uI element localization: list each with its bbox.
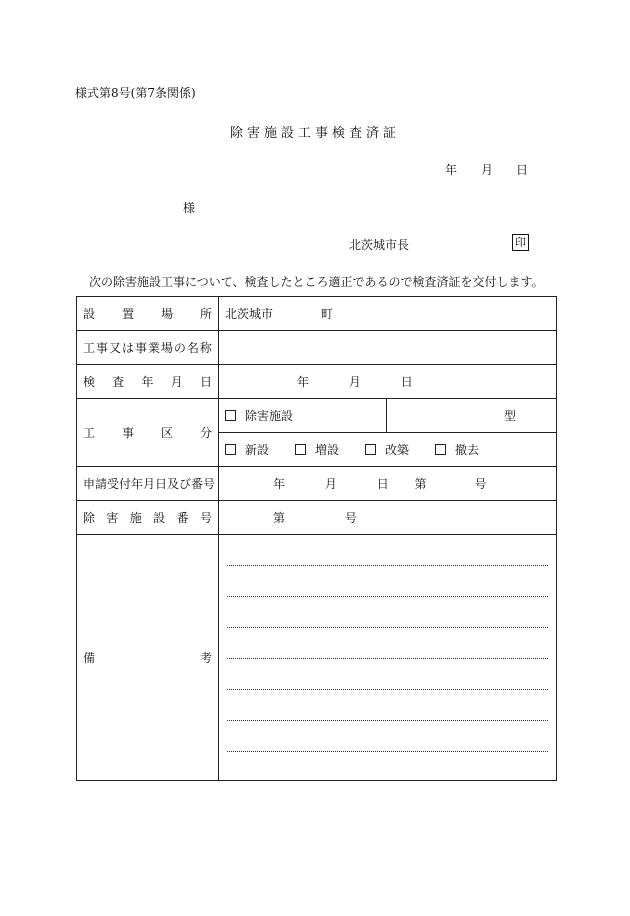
- label-char: 場: [160, 307, 173, 321]
- option-new[interactable]: [225, 441, 295, 458]
- remarks-line: [227, 690, 548, 721]
- value-remarks[interactable]: [219, 535, 557, 781]
- row-location: [77, 297, 557, 331]
- label-char: は: [121, 341, 134, 355]
- checkbox-new[interactable]: [225, 444, 236, 455]
- row-facility-number: [77, 501, 557, 535]
- spread-label: [77, 373, 218, 390]
- issue-date-month: 月: [481, 163, 494, 177]
- model-suffix: 型: [503, 409, 516, 423]
- remarks-line: [227, 721, 548, 752]
- value-location[interactable]: [219, 297, 557, 331]
- label-char: 場: [160, 341, 173, 355]
- application-label: 申請受付年月日及び番号: [83, 477, 216, 491]
- label-char: 施: [129, 511, 142, 525]
- label-char: 検: [83, 375, 96, 389]
- label-char: 番: [176, 511, 189, 525]
- location-prefix: 北茨城市: [225, 307, 274, 321]
- value-facility-number[interactable]: [219, 501, 557, 535]
- facility-no-prefix: 第: [273, 511, 286, 525]
- issue-date-year: 年: [445, 163, 458, 177]
- statement-text: 次の除害施設工事について、検査したところ適正であるので検査済証を交付します。: [89, 275, 544, 289]
- option-expansion[interactable]: [295, 441, 365, 458]
- label-char: 称: [199, 341, 212, 355]
- label-char: 業: [147, 341, 160, 355]
- remarks-line: [227, 566, 548, 597]
- label-char: 号: [199, 511, 212, 525]
- value-project-name[interactable]: [219, 331, 557, 365]
- issuer-name: 北茨城市長: [349, 238, 410, 252]
- facility-label: 除害施設: [245, 409, 294, 423]
- inspection-day: 日: [400, 375, 413, 389]
- label-char: 置: [121, 307, 134, 321]
- remarks-line: [227, 597, 548, 628]
- model-field[interactable]: [387, 407, 556, 424]
- label-char: 名: [186, 341, 199, 355]
- label-char: 分: [199, 426, 212, 440]
- label-char: 考: [199, 651, 212, 665]
- remarks-line: [227, 535, 548, 566]
- value-inspection-date[interactable]: [219, 365, 557, 399]
- row-work-type: [77, 399, 557, 467]
- location-suffix: 町: [320, 307, 333, 321]
- label-work-type: [77, 399, 219, 467]
- checkbox-rebuild[interactable]: [365, 444, 376, 455]
- label-char: 工: [83, 341, 96, 355]
- label-char: 害: [106, 511, 119, 525]
- label-location: [77, 297, 219, 331]
- checkbox-expansion[interactable]: [295, 444, 306, 455]
- label-char: 除: [83, 511, 96, 525]
- spread-label: [77, 339, 218, 356]
- checkbox-removal[interactable]: [435, 444, 446, 455]
- certificate-table: [76, 296, 557, 781]
- option-rebuild[interactable]: [365, 441, 435, 458]
- checkbox-facility[interactable]: [225, 410, 236, 421]
- label-char: 年: [141, 375, 154, 389]
- row-application: [77, 467, 557, 501]
- spread-label: [77, 305, 218, 322]
- option-label: 改築: [385, 443, 410, 457]
- remarks-line: [227, 628, 548, 659]
- inspection-year: 年: [297, 375, 310, 389]
- document-title: 除害施設工事検査済証: [229, 126, 400, 141]
- facility-option[interactable]: [219, 399, 387, 432]
- label-remarks: [77, 535, 219, 781]
- application-no-suffix: 号: [474, 477, 487, 491]
- row-project-name: [77, 331, 557, 365]
- spread-label: [77, 424, 218, 441]
- label-char: 査: [112, 375, 125, 389]
- label-char: 又: [108, 341, 121, 355]
- application-month: 月: [324, 477, 337, 491]
- addressee-honorific: 様: [183, 201, 196, 215]
- label-char: 事: [134, 341, 147, 355]
- seal-mark: 印: [512, 234, 529, 251]
- issue-date-day: 日: [516, 163, 529, 177]
- value-work-type: [219, 399, 557, 467]
- value-application[interactable]: [219, 467, 557, 501]
- label-application: [77, 467, 219, 501]
- label-inspection-date: [77, 365, 219, 399]
- label-project-name: [77, 331, 219, 365]
- label-char: 日: [199, 375, 212, 389]
- label-char: 備: [83, 651, 96, 665]
- label-char: 事: [95, 341, 108, 355]
- label-char: 工: [83, 426, 96, 440]
- work-type-options-row: [219, 433, 556, 466]
- option-removal[interactable]: [435, 441, 505, 458]
- row-inspection-date: [77, 365, 557, 399]
- label-char: 区: [160, 426, 173, 440]
- application-no-prefix: 第: [414, 477, 427, 491]
- label-char: の: [173, 341, 186, 355]
- form-number: 様式第8号(第7条関係): [75, 86, 196, 100]
- row-remarks: [77, 535, 557, 781]
- work-type-facility-row: [219, 399, 556, 433]
- option-label: 新設: [245, 443, 270, 457]
- label-char: 事: [121, 426, 134, 440]
- label-char: 所: [199, 307, 212, 321]
- option-label: 増設: [315, 443, 340, 457]
- option-label: 撤去: [455, 443, 480, 457]
- spread-label: [77, 509, 218, 526]
- application-day: 日: [376, 477, 389, 491]
- label-facility-number: [77, 501, 219, 535]
- label-char: 設: [83, 307, 96, 321]
- inspection-month: 月: [348, 375, 361, 389]
- label-char: 設: [153, 511, 166, 525]
- label-char: 月: [170, 375, 183, 389]
- application-year: 年: [273, 477, 286, 491]
- facility-no-suffix: 号: [344, 511, 357, 525]
- spread-label: [77, 649, 218, 666]
- remarks-line: [227, 659, 548, 690]
